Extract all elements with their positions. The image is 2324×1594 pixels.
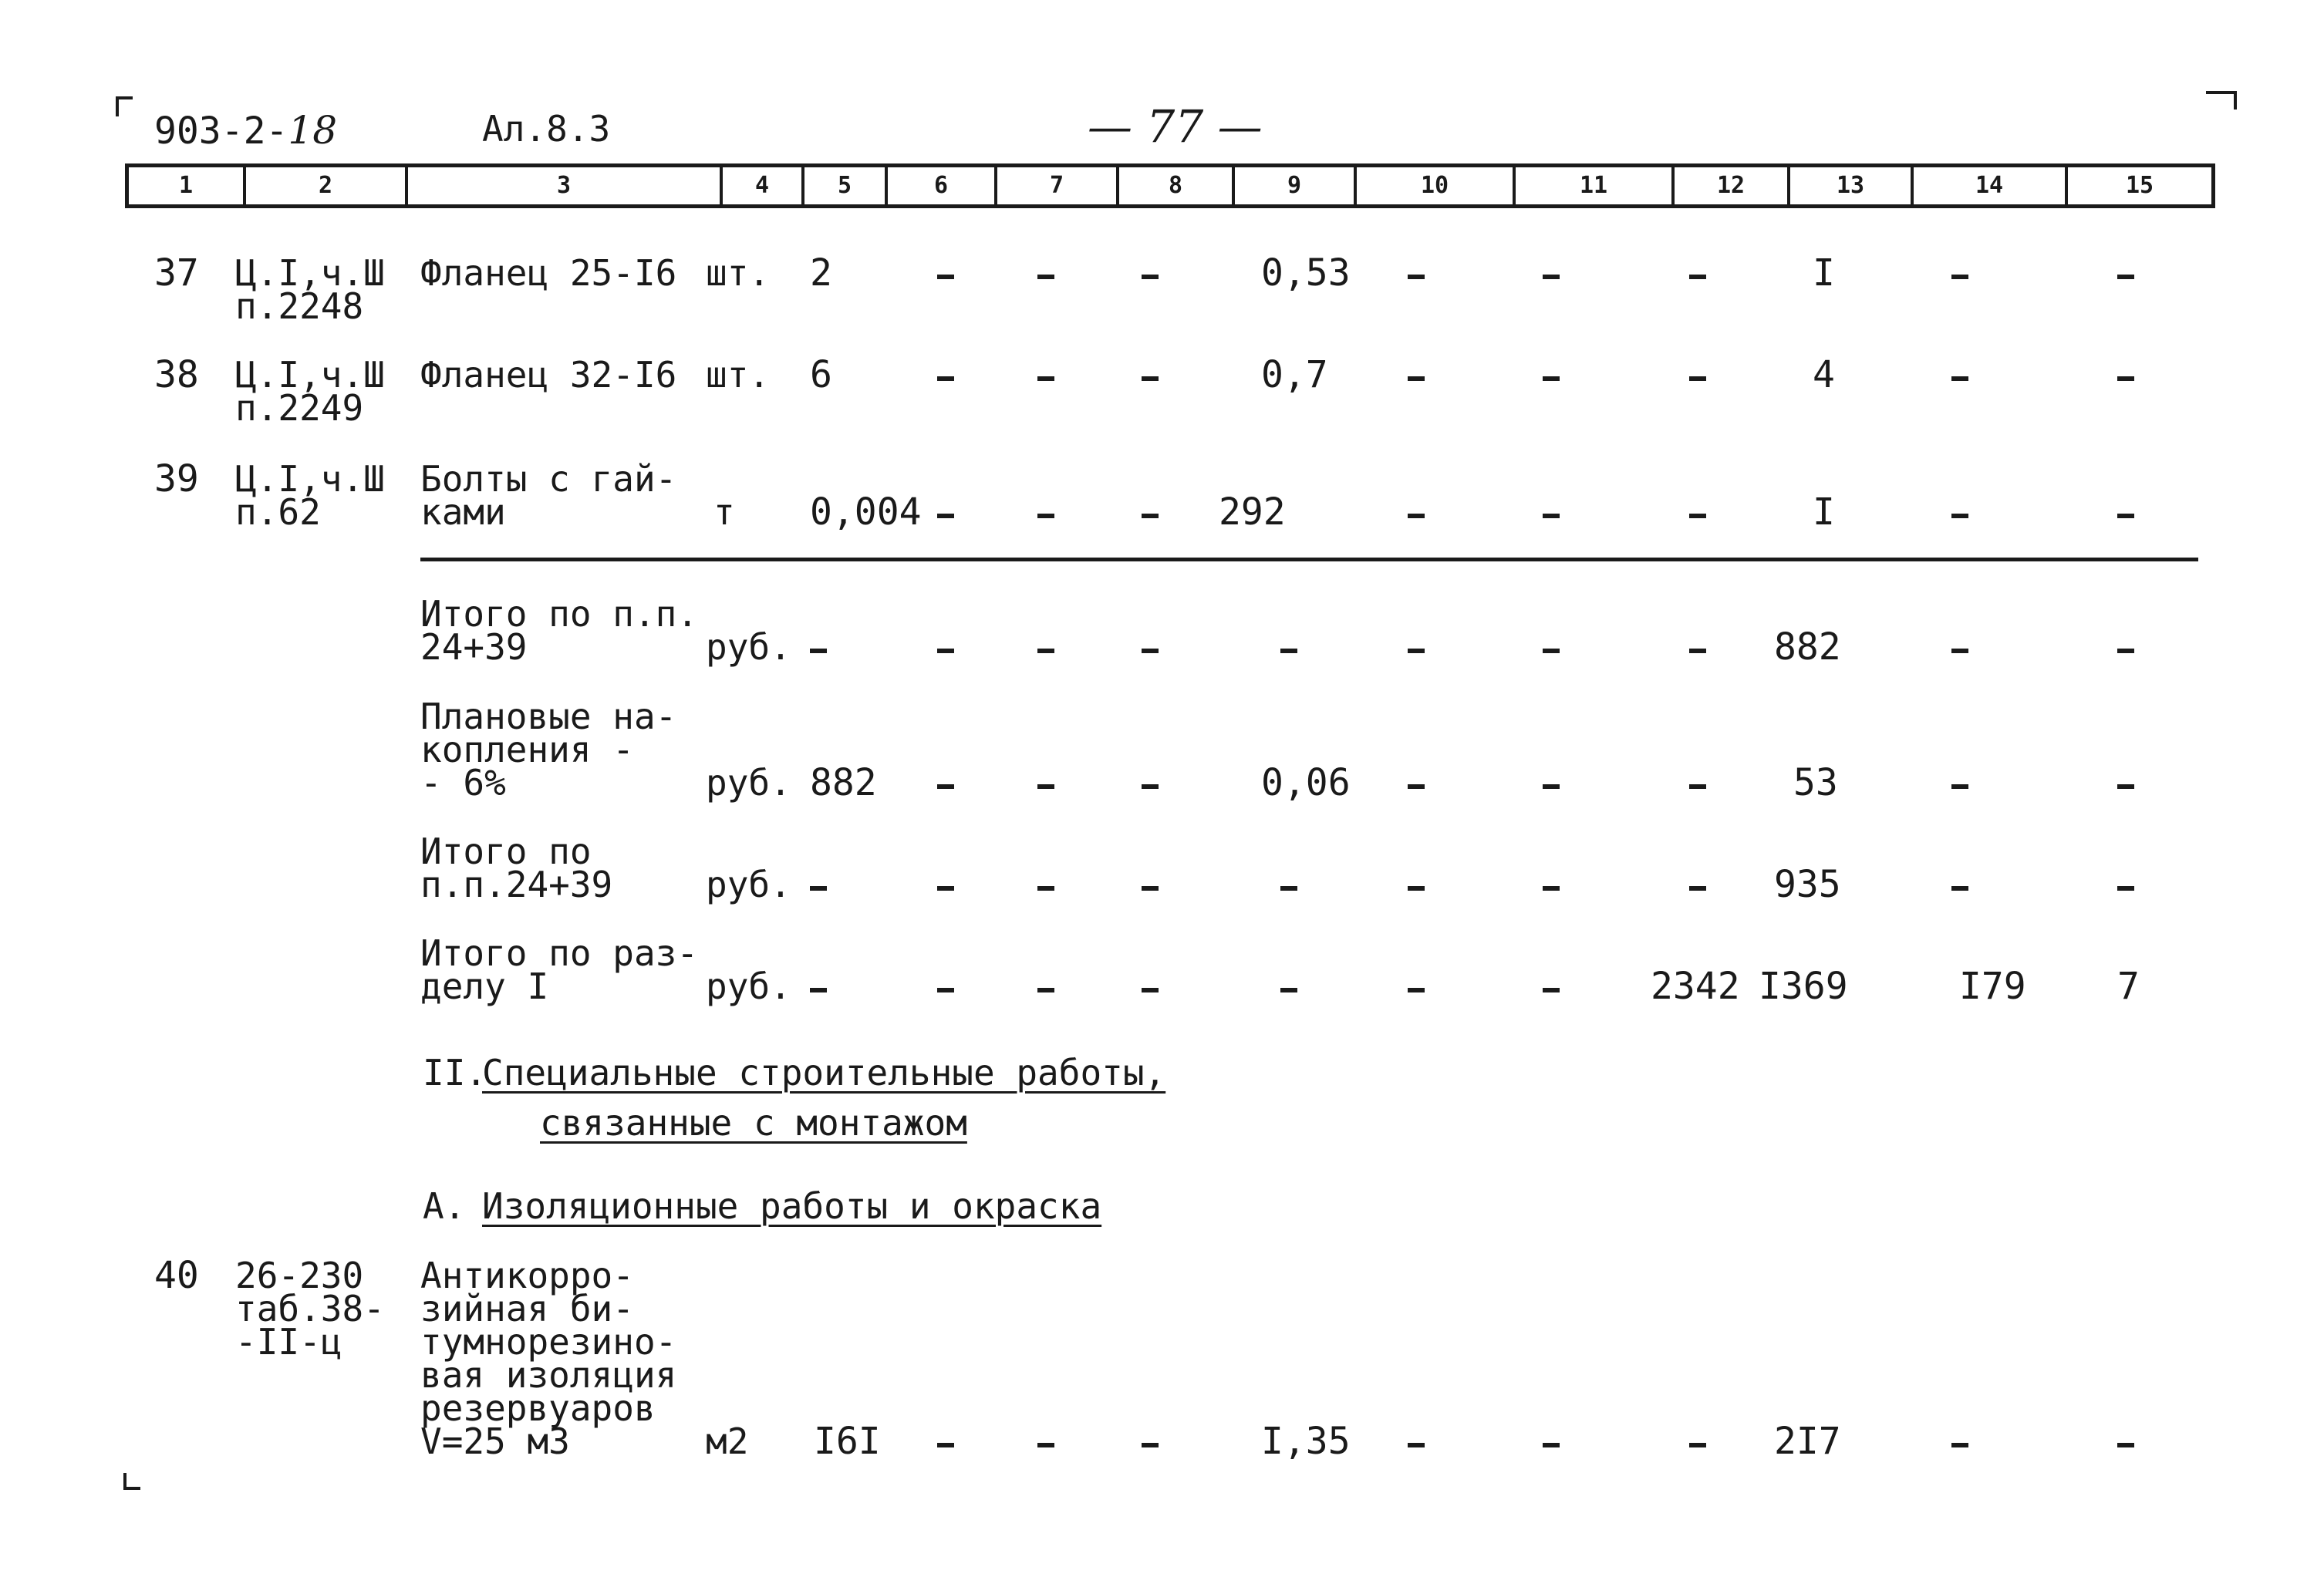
column-number: 13 xyxy=(1787,167,1911,204)
dash xyxy=(1142,886,1159,891)
column-number: 12 xyxy=(1671,167,1787,204)
dash xyxy=(937,886,954,891)
dash xyxy=(1951,376,1968,381)
dash xyxy=(1142,784,1159,789)
dash xyxy=(1142,514,1159,518)
dash xyxy=(1951,275,1968,279)
item-name: ками xyxy=(420,491,506,533)
item-name: Антикорро- xyxy=(420,1255,634,1296)
value-col13: 4 xyxy=(1813,353,1835,396)
ref-line: п.2249 xyxy=(235,387,364,429)
value-col13: I369 xyxy=(1759,965,1848,1008)
row-number: 38 xyxy=(154,353,199,396)
dash xyxy=(1408,275,1425,279)
dash xyxy=(937,784,954,789)
dash xyxy=(1280,886,1297,891)
section-title-line: Специальные строительные работы, xyxy=(482,1052,1166,1094)
dash xyxy=(1408,1443,1425,1447)
quantity: 2 xyxy=(810,251,832,295)
dash xyxy=(1543,886,1560,891)
item-name: V=25 м3 xyxy=(420,1420,570,1462)
ref-line: Ц.I,ч.Ш xyxy=(235,458,385,500)
column-number: 15 xyxy=(2065,167,2211,204)
dash xyxy=(2117,514,2134,518)
dash xyxy=(1142,376,1159,381)
value-col9: I,35 xyxy=(1261,1420,1351,1463)
dash xyxy=(1951,1443,1968,1447)
column-number: 4 xyxy=(720,167,801,204)
column-number: 8 xyxy=(1116,167,1232,204)
dash xyxy=(1408,514,1425,518)
column-number: 7 xyxy=(994,167,1116,204)
dash xyxy=(1543,649,1560,653)
quantity: 0,004 xyxy=(810,490,922,534)
total-label: Итого по xyxy=(420,831,592,872)
value-col13: 53 xyxy=(1793,761,1838,804)
dash xyxy=(1037,1443,1054,1447)
dash xyxy=(2117,886,2134,891)
totals-divider xyxy=(420,558,2198,561)
column-number-strip xyxy=(125,163,2215,208)
value-col13: I xyxy=(1813,490,1835,534)
item-name: резервуаров xyxy=(420,1387,656,1429)
total-label: - 6% xyxy=(420,762,506,804)
column-number: 5 xyxy=(801,167,885,204)
column-number: 1 xyxy=(178,172,194,199)
dash xyxy=(1037,988,1054,992)
quantity: 882 xyxy=(810,761,877,804)
value-col15: 7 xyxy=(2117,965,2140,1008)
dash xyxy=(937,649,954,653)
row-number: 39 xyxy=(154,457,199,500)
column-number: 10 xyxy=(1354,167,1513,204)
value-col14: I79 xyxy=(1959,965,2026,1008)
dash xyxy=(1408,784,1425,789)
section-title: Изоляционные работы и окраска xyxy=(482,1185,1102,1227)
page-number: — 77 — xyxy=(1088,100,1263,153)
unit: т xyxy=(713,491,735,533)
dash xyxy=(2117,784,2134,789)
item-name: вая изоляция xyxy=(420,1354,677,1396)
total-label: 24+39 xyxy=(420,626,528,668)
total-label: копления - xyxy=(420,729,634,770)
dash xyxy=(937,275,954,279)
document-code-prefix: 903-2- xyxy=(154,110,288,153)
ref-line: таб.38- xyxy=(235,1288,385,1329)
value-col9: 0,06 xyxy=(1261,761,1351,804)
item-name: Фланец 32-I6 xyxy=(420,354,677,396)
dash xyxy=(1142,988,1159,992)
total-label: Итого по раз- xyxy=(420,932,699,974)
value-col9: 292 xyxy=(1219,490,1286,534)
dash xyxy=(1951,784,1968,789)
quantity: 6 xyxy=(810,353,832,396)
dash xyxy=(1689,784,1706,789)
item-name: Болты с гай- xyxy=(420,458,677,500)
unit: шт. xyxy=(706,354,771,396)
ref-line: п.62 xyxy=(235,491,321,533)
dash xyxy=(1037,514,1054,518)
dash xyxy=(1689,514,1706,518)
value-col12: 2342 xyxy=(1651,965,1740,1008)
dash xyxy=(1280,649,1297,653)
dash xyxy=(1037,275,1054,279)
dash xyxy=(810,649,827,653)
dash xyxy=(1037,886,1054,891)
column-number: 11 xyxy=(1513,167,1671,204)
quantity: I6I xyxy=(814,1420,881,1463)
unit: руб. xyxy=(706,864,791,905)
corner-mark-top-left xyxy=(116,96,133,116)
ref-line: Ц.I,ч.Ш xyxy=(235,252,385,294)
dash xyxy=(1689,649,1706,653)
section-title-line: связанные с монтажом xyxy=(540,1102,967,1144)
dash xyxy=(1408,376,1425,381)
dash xyxy=(1951,514,1968,518)
dash xyxy=(1543,275,1560,279)
dash xyxy=(2117,1443,2134,1447)
section-prefix: А. xyxy=(423,1185,466,1227)
unit: руб. xyxy=(706,965,791,1007)
dash xyxy=(1543,988,1560,992)
column-number: 9 xyxy=(1232,167,1354,204)
value-col13: 882 xyxy=(1774,625,1841,669)
item-name: зийная би- xyxy=(420,1288,634,1329)
dash xyxy=(1689,376,1706,381)
dash xyxy=(1951,886,1968,891)
dash xyxy=(2117,376,2134,381)
dash xyxy=(1142,649,1159,653)
ref-line: Ц.I,ч.Ш xyxy=(235,354,385,396)
dash xyxy=(2117,649,2134,653)
column-number: 3 xyxy=(405,167,720,204)
value-col13: I xyxy=(1813,251,1835,295)
dash xyxy=(1037,376,1054,381)
dash xyxy=(810,988,827,992)
value-col9: 0,7 xyxy=(1261,353,1328,396)
corner-mark-bottom-left xyxy=(123,1473,140,1490)
dash xyxy=(1689,275,1706,279)
item-name: Фланец 25-I6 xyxy=(420,252,677,294)
dash xyxy=(1408,649,1425,653)
dash xyxy=(937,988,954,992)
value-col13: 935 xyxy=(1774,863,1841,906)
dash xyxy=(1543,1443,1560,1447)
dash xyxy=(1543,514,1560,518)
corner-mark-top-right xyxy=(2206,91,2237,110)
row-number: 40 xyxy=(154,1254,199,1297)
ref-line: -II-ц xyxy=(235,1321,342,1363)
unit: руб. xyxy=(706,626,791,668)
document-code-handwritten: 18 xyxy=(288,108,338,153)
dash xyxy=(1543,784,1560,789)
dash xyxy=(1951,649,1968,653)
row-number: 37 xyxy=(154,251,199,295)
total-label: Итого по п.п. xyxy=(420,593,699,635)
dash xyxy=(1037,649,1054,653)
item-name: тумнорезино- xyxy=(420,1321,677,1363)
dash xyxy=(1142,275,1159,279)
dash xyxy=(937,1443,954,1447)
section-prefix: II. xyxy=(423,1052,487,1094)
dash xyxy=(1408,886,1425,891)
dash xyxy=(1408,988,1425,992)
dash xyxy=(937,376,954,381)
dash xyxy=(2117,275,2134,279)
dash xyxy=(1142,1443,1159,1447)
column-number: 6 xyxy=(885,167,994,204)
unit: м2 xyxy=(706,1420,749,1462)
value-col9: 0,53 xyxy=(1261,251,1351,295)
total-label: делу I xyxy=(420,965,549,1007)
unit: руб. xyxy=(706,762,791,804)
album-number: Ал.8.3 xyxy=(482,108,611,150)
ref-line: 26-230 xyxy=(235,1255,364,1296)
document-code xyxy=(154,108,337,153)
dash xyxy=(810,886,827,891)
total-label: п.п.24+39 xyxy=(420,864,613,905)
dash xyxy=(1689,1443,1706,1447)
dash xyxy=(1543,376,1560,381)
column-number: 14 xyxy=(1911,167,2065,204)
dash xyxy=(1037,784,1054,789)
dash xyxy=(1689,886,1706,891)
dash xyxy=(937,514,954,518)
column-number: 2 xyxy=(243,167,405,204)
ref-line: п.2248 xyxy=(235,285,364,327)
unit: шт. xyxy=(706,252,771,294)
total-label: Плановые на- xyxy=(420,696,677,737)
value-col13: 2I7 xyxy=(1774,1420,1841,1463)
dash xyxy=(1280,988,1297,992)
